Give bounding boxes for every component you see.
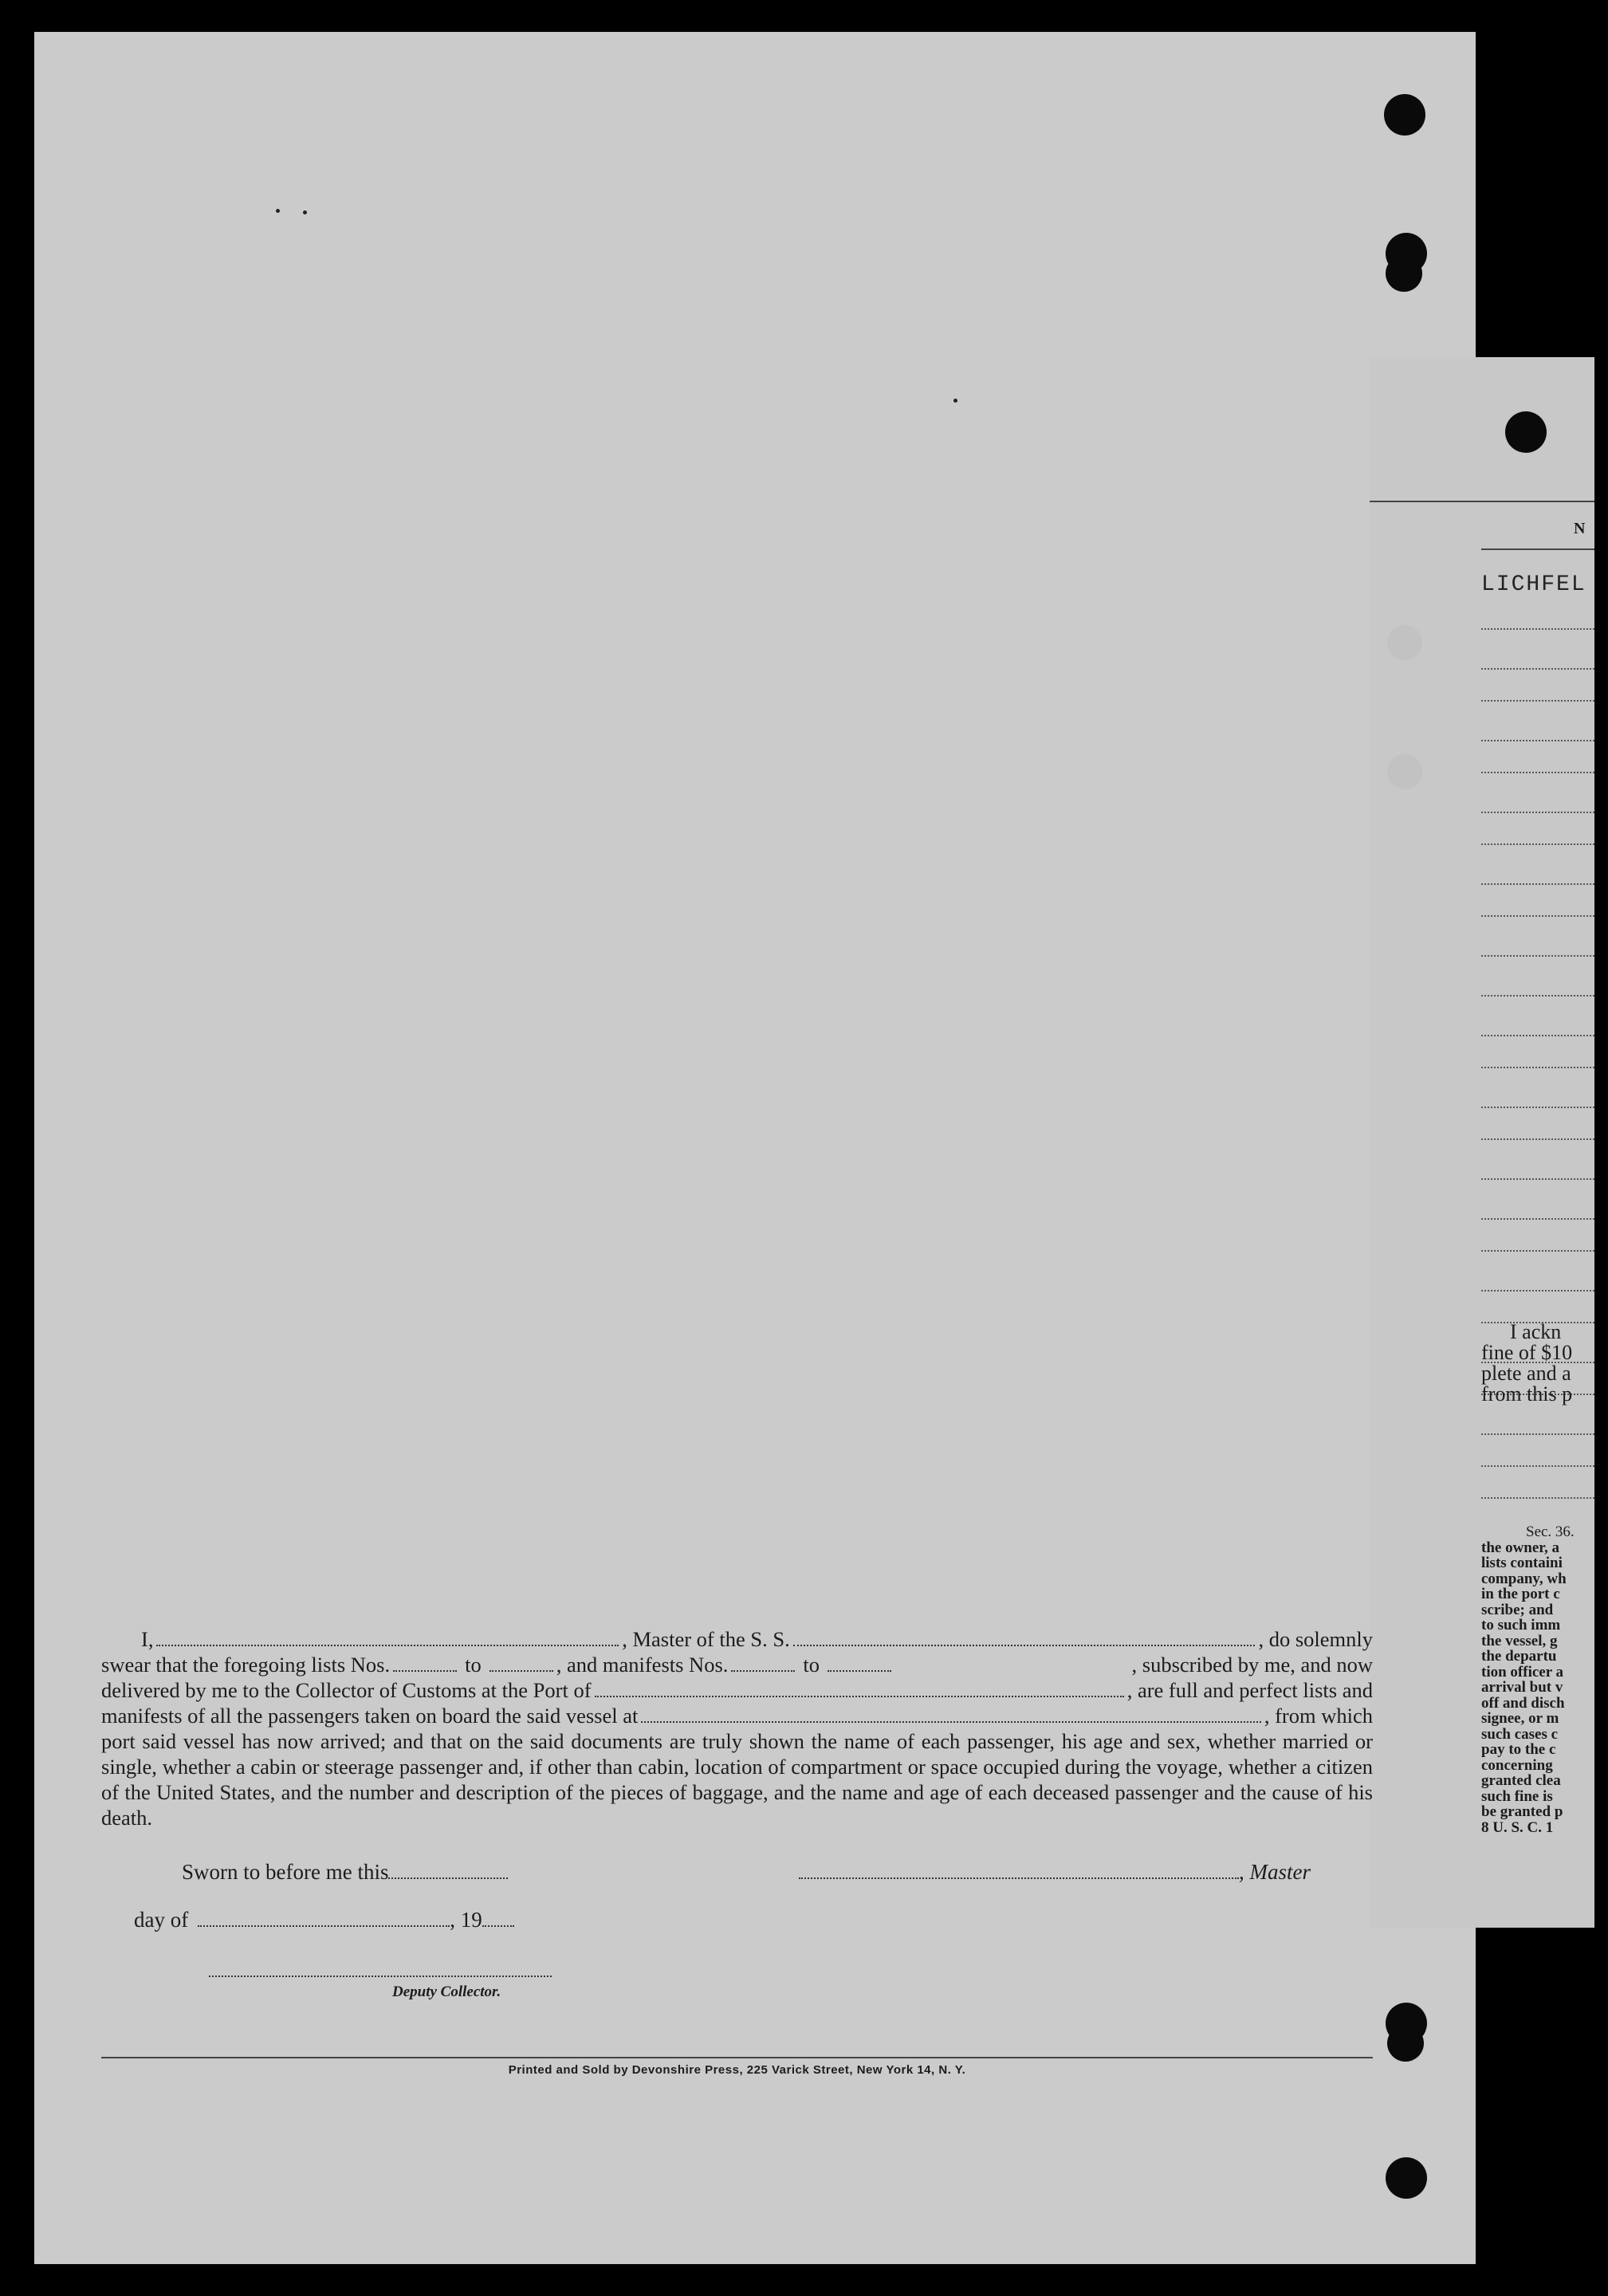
blank-vessel-name[interactable] [793,1645,1256,1646]
speck [303,210,307,214]
punch-hole-bottom-2 [1387,2025,1424,2062]
blank-master-name[interactable] [156,1645,619,1646]
speck [953,399,957,403]
sec-line: granted clea [1481,1772,1561,1789]
blank-manifest-to[interactable] [828,1670,891,1672]
ruled-line [1481,1138,1594,1140]
oath-text: , Master of the S. S. [622,1627,790,1651]
blank-year[interactable] [482,1925,514,1927]
punch-hole-right-page [1505,411,1547,453]
ruled-line [1481,628,1594,630]
day-of-label: day of [134,1908,189,1932]
ruled-line [1481,843,1594,845]
blank-departure-port[interactable] [641,1721,1261,1723]
oath-text: , subscribed by me, and now [1131,1653,1373,1677]
sec-line: such fine is [1481,1787,1553,1805]
ruled-line [1481,995,1594,997]
master-label: , Master [1239,1860,1311,1884]
master-signature-row [799,1858,1311,1885]
faint-hole-mark [1387,754,1422,789]
punch-hole-bottom-3 [1386,2157,1427,2199]
oath-line-3 [101,1677,1373,1703]
header-fragment: N [1574,520,1586,537]
ruled-line [1481,883,1594,885]
ruled-line [1481,1465,1594,1467]
ruled-line [1481,668,1594,670]
blank-list-to[interactable] [489,1670,553,1672]
master-signature-line[interactable] [799,1877,1239,1879]
oath-paragraph [101,1626,1373,1830]
sworn-row [182,1858,508,1885]
sec-line: pay to the c [1481,1741,1556,1758]
oath-line-4 [101,1703,1373,1728]
blank-list-from[interactable] [393,1670,457,1672]
ruled-line [1481,955,1594,957]
blank-manifest-from[interactable] [731,1670,795,1672]
sec-line: be granted p [1481,1803,1563,1820]
oath-text: , are full and perfect lists and [1126,1678,1373,1702]
ruled-line [1481,1035,1594,1036]
ack-line: fine of $10 [1481,1341,1573,1364]
blank-port[interactable] [595,1696,1124,1697]
oath-text: swear that the foregoing lists Nos. [101,1653,391,1677]
section-text-block [1481,1524,1575,1835]
sec-line: lists containi [1481,1555,1563,1571]
sworn-label: Sworn to before me this [182,1860,389,1884]
sec-line: the departu [1481,1648,1557,1665]
ruled-line [1481,1497,1594,1499]
sec-line: in the port c [1481,1586,1560,1602]
oath-text: , from which [1264,1704,1373,1728]
sec-line: 8 U. S. C. 1 [1481,1818,1554,1836]
ack-line: I ackn [1510,1320,1562,1343]
deputy-signature-line[interactable] [209,1976,552,1977]
ruled-line [1481,772,1594,773]
ruled-line [1481,740,1594,741]
ruled-line [1481,812,1594,813]
ruled-line [1481,1290,1594,1292]
sec-line: off and disch [1481,1694,1565,1712]
ruled-line [1481,1067,1594,1068]
ruled-line [1481,1218,1594,1220]
punch-hole-3 [1386,255,1422,292]
faint-hole-mark [1387,625,1422,660]
oath-text: , do solemnly [1258,1627,1374,1651]
ruled-line [1481,1107,1594,1108]
sec-line: the owner, a [1481,1539,1559,1556]
sec-line: to such imm [1481,1617,1561,1634]
oath-body: port said vessel has now arrived; and that on the said documents are truly shown the name of each passenger, his age and sex, whether married or single, whether a cabin or steerage passenger and, if other than cabin, location of compartment or space occupied during the voyage, whether a citizen of the United States, and the number and description of the pieces of baggage, and the name and age of each deceased passenger and the cause of his death. [101,1729,1373,1830]
oath-text: , and manifests Nos. [556,1653,729,1677]
ruled-line [1481,915,1594,917]
blank-month[interactable] [198,1925,450,1927]
sec-line: the vessel, g [1481,1632,1558,1649]
ack-line: from this p [1481,1382,1573,1406]
year-label: , 19 [450,1908,482,1932]
punch-hole-top [1384,94,1425,136]
ruled-line [1481,700,1594,702]
day-of-row [134,1905,514,1932]
sec-line: signee, or m [1481,1710,1559,1727]
header-rule [1370,501,1594,502]
oath-text: I, [141,1627,154,1651]
oath-text: delivered by me to the Collector of Customs at the Port of [101,1678,592,1702]
sec-line: Sec. 36. [1526,1523,1575,1540]
sec-line: arrival but v [1481,1679,1563,1696]
printer-imprint: Printed and Sold by Devonshire Press, 225 Varick Street, New York 14, N. Y. [508,2063,966,2077]
ack-line: plete and a [1481,1362,1571,1385]
sec-line: such cases c [1481,1725,1559,1743]
oath-text: to [803,1653,820,1677]
sec-line: scribe; and [1481,1601,1554,1618]
oath-line-1 [101,1626,1373,1652]
oath-text: manifests of all the passengers taken on board the said vessel at [101,1704,639,1728]
speck [276,209,280,213]
sec-line: concerning [1481,1756,1553,1774]
sec-line: tion officer a [1481,1663,1564,1681]
overlapping-page [1370,357,1594,1928]
ruled-line [1481,1250,1594,1252]
oath-line-2 [101,1652,1373,1677]
ruled-line [1481,1178,1594,1180]
header-rule-2 [1481,548,1594,550]
sec-line: company, wh [1481,1570,1567,1587]
footer-rule [101,2057,1373,2058]
ruled-line [1481,1433,1594,1435]
typed-name: LICHFEL [1481,572,1586,597]
deputy-label: Deputy Collector. [392,1983,501,2000]
blank-sworn-date[interactable] [388,1877,508,1879]
oath-text: to [465,1653,482,1677]
